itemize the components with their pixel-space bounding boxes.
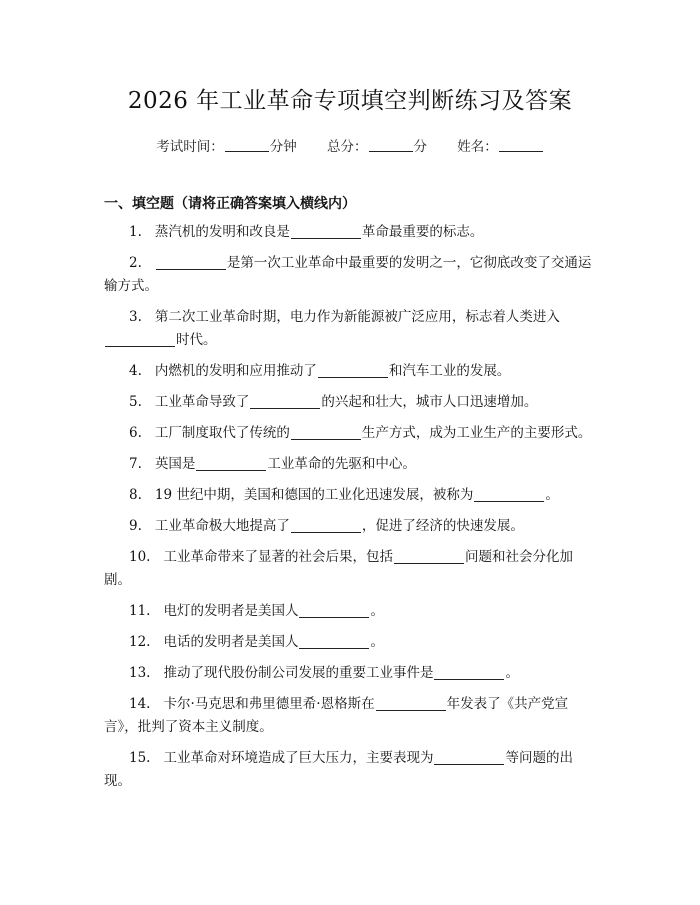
question-text-before: 工业革命极大地提高了 (154, 518, 290, 534)
answer-blank[interactable] (196, 456, 266, 471)
answer-blank[interactable] (291, 425, 361, 440)
question-number: 15. (129, 750, 151, 766)
question-number: 12. (129, 634, 151, 650)
answer-blank[interactable] (474, 487, 544, 502)
question-text-before: 工业革命带来了显著的社会后果，包括 (163, 549, 393, 565)
exam-time-label: 考试时间： (156, 139, 224, 155)
question-number: 4. (129, 363, 142, 379)
question-text-before: 第二次工业革命时期，电力作为新能源被广泛应用，标志着人类进入 (154, 309, 560, 325)
question-text-after: 时代。 (176, 332, 217, 348)
question-item (104, 422, 596, 445)
question-text-before: 工业革命导致了 (154, 394, 250, 410)
question-item (104, 484, 596, 507)
answer-blank[interactable] (376, 696, 446, 711)
question-text-after: 的兴起和壮大，城市人口迅速增加。 (321, 394, 538, 410)
question-text-after: 。 (370, 634, 384, 650)
question-number: 1. (129, 224, 142, 240)
question-item (104, 391, 596, 414)
question-text-after: ，促进了经济的快速发展。 (361, 518, 524, 534)
question-text-after: 年发表了《共产党宣言》，批判了资本主义制度。 (104, 696, 569, 735)
question-text-before: 工业革命对环境造成了巨大压力，主要表现为 (163, 750, 434, 766)
question-number: 2. (129, 255, 142, 271)
answer-blank[interactable] (434, 665, 504, 680)
question-item (104, 693, 596, 739)
total-score-field (327, 135, 427, 155)
question-number: 9. (129, 518, 142, 534)
question-number: 10. (129, 549, 151, 565)
question-text-before: 推动了现代股份制公司发展的重要工业事件是 (163, 665, 434, 681)
question-text-before: 电话的发明者是美国人 (163, 634, 299, 650)
question-number: 14. (129, 696, 151, 712)
question-text-after: 问题和社会分化加剧。 (104, 549, 573, 588)
question-item (104, 600, 596, 623)
question-item (104, 221, 596, 244)
question-text-after: 生产方式，成为工业生产的主要形式。 (361, 425, 592, 441)
exam-time-unit: 分钟 (269, 139, 297, 155)
question-number: 3. (129, 309, 142, 325)
question-item (104, 515, 596, 538)
question-text-after: 。 (370, 603, 384, 619)
section-heading: 一、填空题（请将正确答案填入横线内） (104, 196, 356, 212)
question-number: 5. (129, 394, 142, 410)
question-text-before: 内燃机的发明和应用推动了 (154, 363, 317, 379)
answer-blank[interactable] (291, 224, 361, 239)
question-item (104, 546, 596, 592)
question-number: 8. (129, 487, 142, 503)
question-text-after: 是第一次工业革命中最重要的发明之一，它彻底改变了交通运输方式。 (104, 255, 592, 294)
student-name-blank[interactable] (499, 138, 543, 152)
answer-blank[interactable] (291, 518, 361, 533)
exam-time-blank[interactable] (225, 138, 269, 152)
student-name-field (457, 135, 544, 155)
question-text-after: 。 (545, 487, 559, 503)
answer-blank[interactable] (299, 603, 369, 618)
exam-meta (104, 135, 596, 155)
question-text-before: 蒸汽机的发明和改良是 (154, 224, 290, 240)
question-text-after: 等问题的出现。 (104, 750, 573, 789)
question-number: 11. (129, 603, 151, 619)
question-list (104, 221, 596, 793)
question-number: 7. (129, 456, 142, 472)
question-item (104, 631, 596, 654)
question-item (104, 453, 596, 476)
question-text-before: 卡尔·马克思和弗里德里希·恩格斯在 (163, 696, 375, 712)
answer-blank[interactable] (299, 634, 369, 649)
answer-blank[interactable] (156, 255, 226, 270)
question-text-before: 英国是 (154, 456, 196, 472)
student-name-label: 姓名： (457, 139, 498, 155)
exam-time-field (156, 135, 297, 155)
total-score-unit: 分 (413, 139, 427, 155)
answer-blank[interactable] (394, 549, 464, 564)
question-item (104, 252, 596, 298)
answer-blank[interactable] (434, 750, 504, 765)
question-item (104, 306, 596, 352)
question-text-before: 工厂制度取代了传统的 (154, 425, 290, 441)
question-text-before: 电灯的发明者是美国人 (163, 603, 299, 619)
answer-blank[interactable] (105, 332, 175, 347)
question-item (104, 662, 596, 685)
question-item (104, 747, 596, 793)
question-number: 13. (129, 665, 151, 681)
question-item (104, 360, 596, 383)
question-number: 6. (129, 425, 142, 441)
page-title: 2026 年工业革命专项填空判断练习及答案 (127, 88, 573, 114)
question-text-before: 19 世纪中期，美国和德国的工业化迅速发展，被称为 (154, 487, 474, 503)
question-text-after: 工业革命的先驱和中心。 (267, 456, 416, 472)
question-text-after: 革命最重要的标志。 (361, 224, 484, 240)
question-text-after: 和汽车工业的发展。 (388, 363, 511, 379)
total-score-blank[interactable] (369, 138, 413, 152)
question-text-after: 。 (505, 665, 519, 681)
answer-blank[interactable] (250, 394, 320, 409)
answer-blank[interactable] (318, 363, 388, 378)
total-score-label: 总分： (327, 139, 368, 155)
